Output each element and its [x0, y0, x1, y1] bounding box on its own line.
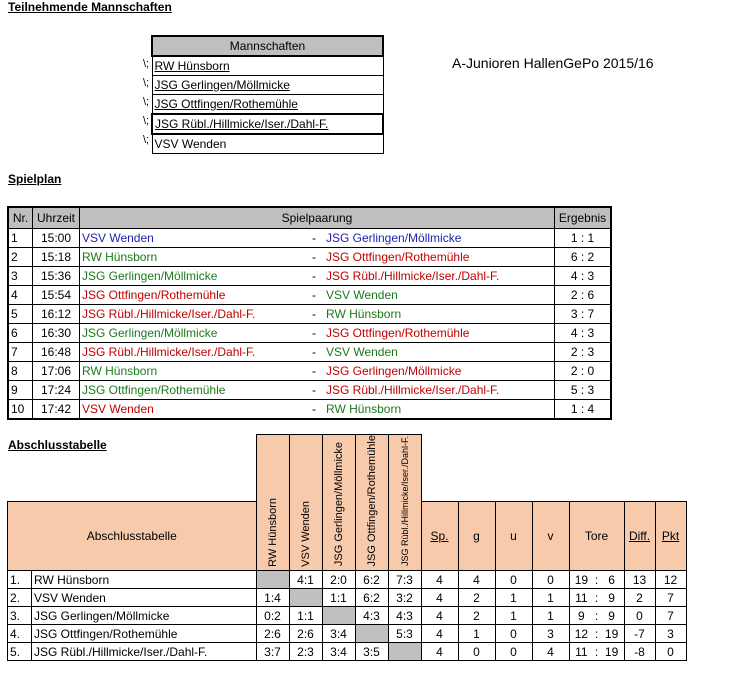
- match-sep: -: [310, 362, 324, 381]
- stat-pkt: 0: [655, 643, 686, 661]
- match-time: 15:36: [33, 267, 80, 286]
- match-away: VSV Wenden: [324, 286, 555, 305]
- standing-pos: 5.: [8, 643, 32, 661]
- stat-diff: 13: [624, 571, 655, 589]
- team-name: JSG Gerlingen/Möllmicke: [154, 78, 290, 92]
- result-cell: 2:0: [322, 571, 355, 589]
- match-time: 17:24: [33, 381, 80, 400]
- tore-for: 11: [569, 589, 593, 607]
- team-name: JSG Rübl./Hillmicke/Iser./Dahl-F.: [155, 117, 329, 131]
- match-time: 16:30: [33, 324, 80, 343]
- standing-team: JSG Gerlingen/Möllmicke: [32, 607, 257, 625]
- match-sep: -: [310, 305, 324, 324]
- match-home: VSV Wenden: [80, 400, 311, 420]
- section-title-plan: Spielplan: [8, 172, 62, 186]
- match-home: JSG Ottfingen/Rothemühle: [80, 286, 311, 305]
- match-away: RW Hünsborn: [324, 305, 555, 324]
- col-g: g: [458, 502, 495, 571]
- match-row: [8, 362, 611, 381]
- team-cell[interactable]: [152, 56, 383, 76]
- section-title-final: Abschlusstabelle: [8, 438, 107, 452]
- result-cell: 3:7: [256, 643, 289, 661]
- final-table: [7, 434, 687, 661]
- team-name: VSV Wenden: [154, 137, 227, 151]
- stat-g: 2: [458, 589, 495, 607]
- match-nr: 7: [8, 343, 33, 362]
- result-cell: 4:3: [388, 607, 421, 625]
- match-row: [8, 267, 611, 286]
- match-nr: 3: [8, 267, 33, 286]
- team-cell-selected[interactable]: [152, 114, 383, 134]
- stat-u: 0: [495, 571, 532, 589]
- match-nr: 1: [8, 229, 33, 248]
- stat-v: 1: [532, 607, 569, 625]
- result-cell: 3:5: [355, 643, 388, 661]
- stat-u: 0: [495, 625, 532, 643]
- tore-sep: :: [594, 572, 599, 587]
- team-cell[interactable]: [152, 95, 383, 115]
- match-nr: 5: [8, 305, 33, 324]
- standing-row: [8, 589, 687, 607]
- result-cell: 5:3: [388, 625, 421, 643]
- match-result: 6 : 2: [555, 248, 612, 267]
- result-cell: 2:3: [289, 643, 322, 661]
- tore-against: 19: [600, 625, 624, 643]
- tore-against: 9: [600, 589, 624, 607]
- stat-g: 2: [458, 607, 495, 625]
- teams-header: Mannschaften: [152, 36, 383, 56]
- result-cell: 6:2: [355, 589, 388, 607]
- match-away: JSG Ottfingen/Rothemühle: [324, 248, 555, 267]
- final-header: Abschlusstabelle: [8, 502, 257, 571]
- match-sep: -: [310, 381, 324, 400]
- result-cell: 2:6: [256, 625, 289, 643]
- stat-v: 3: [532, 625, 569, 643]
- match-nr: 2: [8, 248, 33, 267]
- standing-row: [8, 607, 687, 625]
- match-nr: 8: [8, 362, 33, 381]
- match-row: [8, 229, 611, 248]
- tore-for: 9: [569, 607, 593, 625]
- match-away: JSG Rübl./Hillmicke/Iser./Dahl-F.: [324, 267, 555, 286]
- standing-team: JSG Rübl./Hillmicke/Iser./Dahl-F.: [32, 643, 257, 661]
- col-pkt: Pkt: [655, 502, 686, 571]
- stat-diff: -8: [624, 643, 655, 661]
- match-home: JSG Gerlingen/Möllmicke: [80, 324, 311, 343]
- stat-diff: 0: [624, 607, 655, 625]
- match-time: 16:12: [33, 305, 80, 324]
- match-nr: 10: [8, 400, 33, 420]
- stat-v: 4: [532, 643, 569, 661]
- match-sep: -: [310, 400, 324, 420]
- stat-v: 1: [532, 589, 569, 607]
- standing-pos: 4.: [8, 625, 32, 643]
- match-time: 17:42: [33, 400, 80, 420]
- standing-row: [8, 571, 687, 589]
- match-result: 2 : 0: [555, 362, 612, 381]
- match-sep: -: [310, 248, 324, 267]
- match-time: 15:54: [33, 286, 80, 305]
- match-time: 16:48: [33, 343, 80, 362]
- tore-sep: :: [594, 626, 599, 641]
- row-marker: \;: [143, 58, 150, 70]
- tore-for: 11: [569, 643, 593, 661]
- standing-pos: 1.: [8, 571, 32, 589]
- match-time: 17:06: [33, 362, 80, 381]
- standing-team: VSV Wenden: [32, 589, 257, 607]
- col-team-1: RW Hünsborn: [256, 435, 289, 571]
- match-row: [8, 400, 611, 420]
- match-result: 1 : 4: [555, 400, 612, 420]
- stat-g: 0: [458, 643, 495, 661]
- standing-pos: 2.: [8, 589, 32, 607]
- match-row: [8, 305, 611, 324]
- spacer: [32, 435, 257, 502]
- stat-sp: 4: [421, 589, 458, 607]
- standing-row: [8, 643, 687, 661]
- col-nr: Nr.: [8, 207, 33, 229]
- result-cell: 3:4: [322, 625, 355, 643]
- result-cell: [322, 607, 355, 625]
- col-sp: Sp.: [421, 502, 458, 571]
- col-team-2: VSV Wenden: [289, 435, 322, 571]
- match-nr: 4: [8, 286, 33, 305]
- tore-against: 19: [600, 643, 624, 661]
- result-cell: [355, 625, 388, 643]
- tore-against: 6: [600, 571, 624, 589]
- stat-g: 1: [458, 625, 495, 643]
- result-cell: 2:6: [289, 625, 322, 643]
- standing-row: [8, 625, 687, 643]
- match-away: JSG Gerlingen/Möllmicke: [324, 362, 555, 381]
- match-result: 5 : 3: [555, 381, 612, 400]
- col-tore: Tore: [569, 502, 624, 571]
- stat-u: 1: [495, 589, 532, 607]
- match-home: JSG Rübl./Hillmicke/Iser./Dahl-F.: [80, 305, 311, 324]
- match-result: 2 : 6: [555, 286, 612, 305]
- match-result: 4 : 3: [555, 267, 612, 286]
- col-team-4: JSG Ottfingen/Rothemühle: [355, 435, 388, 571]
- result-cell: 7:3: [388, 571, 421, 589]
- result-cell: 6:2: [355, 571, 388, 589]
- stat-pkt: 7: [655, 589, 686, 607]
- standing-team: RW Hünsborn: [32, 571, 257, 589]
- result-cell: 4:1: [289, 571, 322, 589]
- match-home: RW Hünsborn: [80, 248, 311, 267]
- match-home: RW Hünsborn: [80, 362, 311, 381]
- row-marker: \;: [143, 96, 150, 108]
- spacer: [421, 435, 686, 502]
- section-title-teams: Teilnehmende Mannschaften: [8, 0, 172, 14]
- standing-pos: 3.: [8, 607, 32, 625]
- match-sep: -: [310, 229, 324, 248]
- team-name: RW Hünsborn: [154, 59, 230, 73]
- stat-g: 4: [458, 571, 495, 589]
- match-row: [8, 248, 611, 267]
- result-cell: [256, 571, 289, 589]
- result-cell: 0:2: [256, 607, 289, 625]
- stat-pkt: 12: [655, 571, 686, 589]
- match-home: JSG Gerlingen/Möllmicke: [80, 267, 311, 286]
- match-sep: -: [310, 286, 324, 305]
- match-row: [8, 343, 611, 362]
- match-result: 3 : 7: [555, 305, 612, 324]
- match-result: 4 : 3: [555, 324, 612, 343]
- stat-u: 0: [495, 643, 532, 661]
- team-cell[interactable]: [152, 134, 383, 154]
- teams-table: [151, 35, 384, 154]
- standing-team: JSG Ottfingen/Rothemühle: [32, 625, 257, 643]
- schedule-table: [7, 206, 612, 420]
- tore-for: 19: [569, 571, 593, 589]
- match-home: JSG Rübl./Hillmicke/Iser./Dahl-F.: [80, 343, 311, 362]
- match-row: [8, 381, 611, 400]
- match-home: VSV Wenden: [80, 229, 311, 248]
- match-away: JSG Rübl./Hillmicke/Iser./Dahl-F.: [324, 381, 555, 400]
- result-cell: 3:4: [322, 643, 355, 661]
- col-u: u: [495, 502, 532, 571]
- result-cell: [388, 643, 421, 661]
- result-cell: 3:2: [388, 589, 421, 607]
- tore-sep: :: [594, 608, 599, 623]
- tore-sep: :: [594, 590, 599, 605]
- match-away: RW Hünsborn: [324, 400, 555, 420]
- stat-diff: -7: [624, 625, 655, 643]
- match-result: 2 : 3: [555, 343, 612, 362]
- match-result: 1 : 1: [555, 229, 612, 248]
- col-result: Ergebnis: [555, 207, 612, 229]
- match-away: JSG Gerlingen/Möllmicke: [324, 229, 555, 248]
- stat-sp: 4: [421, 643, 458, 661]
- stat-diff: 2: [624, 589, 655, 607]
- stat-sp: 4: [421, 571, 458, 589]
- match-sep: -: [310, 324, 324, 343]
- stat-u: 1: [495, 607, 532, 625]
- col-team-5: JSG Rübl./Hillmicke/Iser./Dahl-F.: [388, 435, 421, 571]
- tore-against: 9: [600, 607, 624, 625]
- tore-sep: :: [594, 644, 599, 659]
- col-v: v: [532, 502, 569, 571]
- row-marker: \;: [143, 115, 150, 127]
- match-row: [8, 324, 611, 343]
- spacer: [8, 435, 32, 502]
- result-cell: 1:1: [322, 589, 355, 607]
- row-marker: \;: [143, 77, 150, 89]
- stat-sp: 4: [421, 607, 458, 625]
- result-cell: [289, 589, 322, 607]
- result-cell: 1:4: [256, 589, 289, 607]
- match-time: 15:00: [33, 229, 80, 248]
- tore-for: 12: [569, 625, 593, 643]
- match-sep: -: [310, 343, 324, 362]
- col-diff: Diff.: [624, 502, 655, 571]
- match-sep: -: [310, 267, 324, 286]
- stat-v: 0: [532, 571, 569, 589]
- match-row: [8, 286, 611, 305]
- result-cell: 1:1: [289, 607, 322, 625]
- match-home: JSG Ottfingen/Rothemühle: [80, 381, 311, 400]
- stat-sp: 4: [421, 625, 458, 643]
- col-pairing: Spielpaarung: [80, 207, 555, 229]
- match-away: VSV Wenden: [324, 343, 555, 362]
- tournament-title: A-Junioren HallenGePo 2015/16: [452, 55, 654, 71]
- row-marker: \;: [143, 134, 150, 146]
- team-cell[interactable]: [152, 76, 383, 95]
- match-nr: 6: [8, 324, 33, 343]
- match-away: JSG Ottfingen/Rothemühle: [324, 324, 555, 343]
- stat-pkt: 7: [655, 607, 686, 625]
- team-name: JSG Ottfingen/Rothemühle: [154, 97, 298, 111]
- stat-pkt: 3: [655, 625, 686, 643]
- result-cell: 4:3: [355, 607, 388, 625]
- col-time: Uhrzeit: [33, 207, 80, 229]
- match-time: 15:18: [33, 248, 80, 267]
- col-team-3: JSG Gerlingen/Möllmicke: [322, 435, 355, 571]
- match-nr: 9: [8, 381, 33, 400]
